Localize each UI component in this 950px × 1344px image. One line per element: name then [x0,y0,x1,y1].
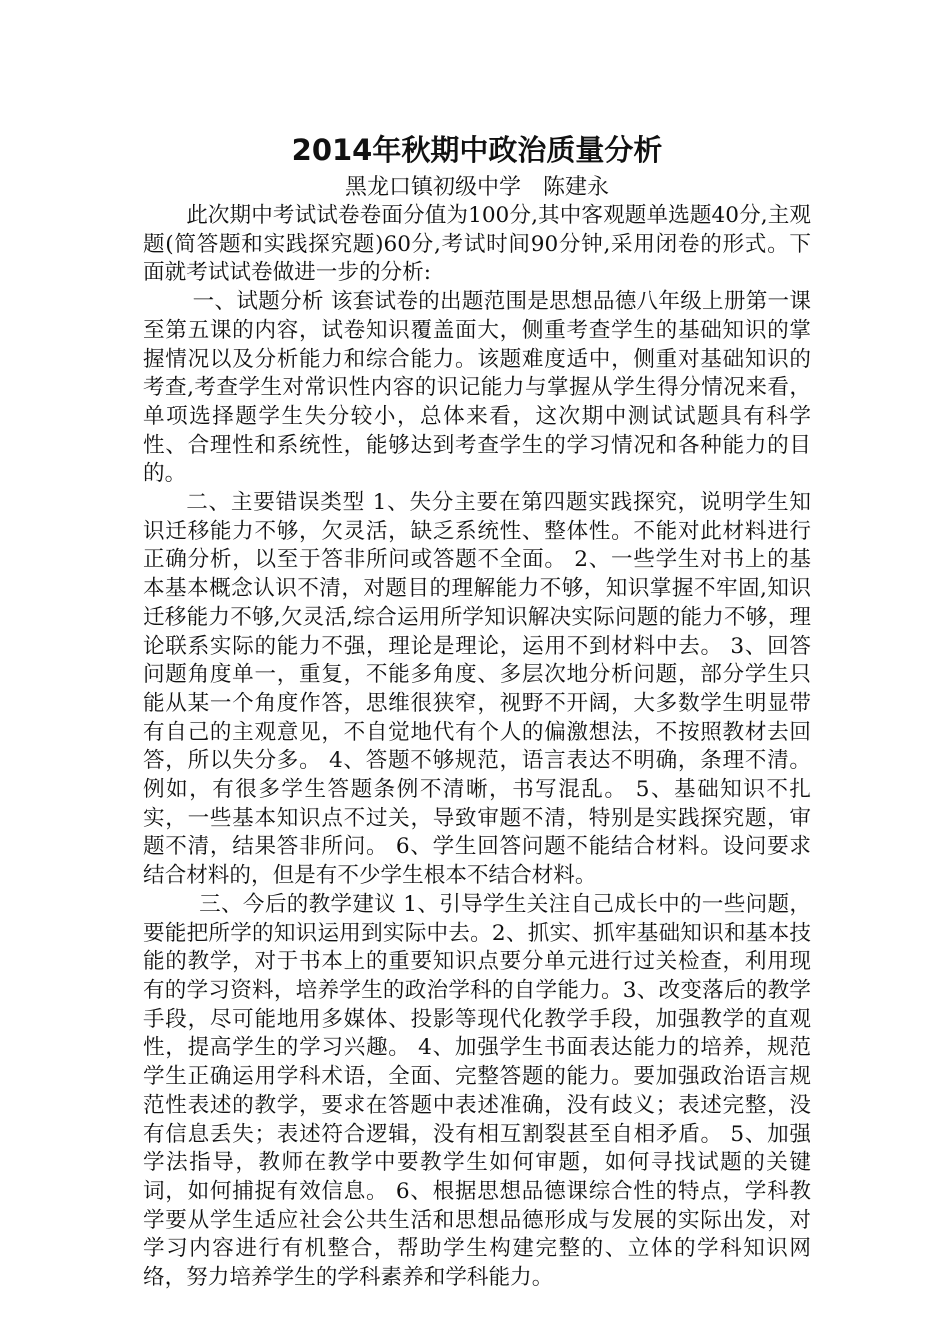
section-exam-analysis: 一、试题分析 该套试卷的出题范围是思想品德八年级上册第一课至第五课的内容，试卷知识覆盖面大，侧重考查学生的基础知识的掌握情况以及分析能力和综合能力。该题难度适中，侧重对基础知识的考查,考查学生对常识性内容的识记能力与掌握从学生得分情况来看，单项选择题学生失分较小，总体来看，这次期中测试试题具有科学性、合理性和系统性，能够达到考查学生的学习情况和各种能力的目的。 [143,289,811,487]
document-body [143,130,811,1293]
author-line: 黑龙口镇初级中学 陈建永 [344,175,609,200]
section-teaching-suggestions: 三、今后的教学建议 1、引导学生关注自己成长中的一些问题，要能把所学的知识运用到实际中去。2、抓实、抓牢基础知识和基本技能的教学，对于书本上的重要知识点要分单元进行过关检查，利用现有的学习资料，培养学生的政治学科的自学能力。3、改变落后的教学手段，尽可能地用多媒体、投影等现代化教学手段，加强教学的直观性，提高学生的学习兴趣。 4、加强学生书面表达能力的培养，规范学生正确运用学科术语，全面、完整答题的能力。要加强政治语言规范性表述的教学，要求在答题中表述准确，没有歧义；表述完整，没有信息丢失；表述符合逻辑，没有相互割裂甚至自相矛盾。 5、加强学法指导，教师在教学中要教学生如何审题，如何寻找试题的关键词，如何捕捉有效信息。 6、根据思想品德课综合性的特点，学科教学要从学生适应社会公共生活和思想品德形成与发展的实际出发，对学习内容进行有机整合，帮助学生构建完整的、立体的学科知识网络，努力培养学生的学科素养和学科能力。 [143,891,811,1291]
intro-paragraph: 此次期中考试试卷卷面分值为100分,其中客观题单选题40分,主观题(简答题和实践探究题)60分,考试时间90分钟,采用闭卷的形式。下面就考试试卷做进一步的分析: [143,203,811,286]
document-title: 2014年秋期中政治质量分析 [291,133,663,167]
section-main-errors: 二、主要错误类型 1、失分主要在第四题实践探究，说明学生知识迁移能力不够，欠灵活，缺乏系统性、整体性。不能对此材料进行正确分析，以至于答非所问或答题不全面。 2、一些学生对书上的基本基本概念认识不清，对题目的理解能力不够，知识掌握不牢固,知识迁移能力不够,欠灵活,综合运用所学知识解决实际问题的能力不够，理论联系实际的能力不强，理论是理论，运用不到材料中去。 3、回答问题角度单一，重复，不能多角度、多层次地分析问题，部分学生只能从某一个角度作答，思维很狭窄，视野不开阔，大多数学生明显带有自己的主观意见，不自觉地代有个人的偏激想法，不按照教材去回答，所以失分多。 4、答题不够规范，语言表达不明确，条理不清。例如，有很多学生答题条例不清晰，书写混乱。 5、基础知识不扎实，一些基本知识点不过关，导致审题不清，特别是实践探究题，审题不清，结果答非所问。 6、学生回答问题不能结合材料。设问要求结合材料的，但是有不少学生根本不结合材料。 [143,490,811,889]
